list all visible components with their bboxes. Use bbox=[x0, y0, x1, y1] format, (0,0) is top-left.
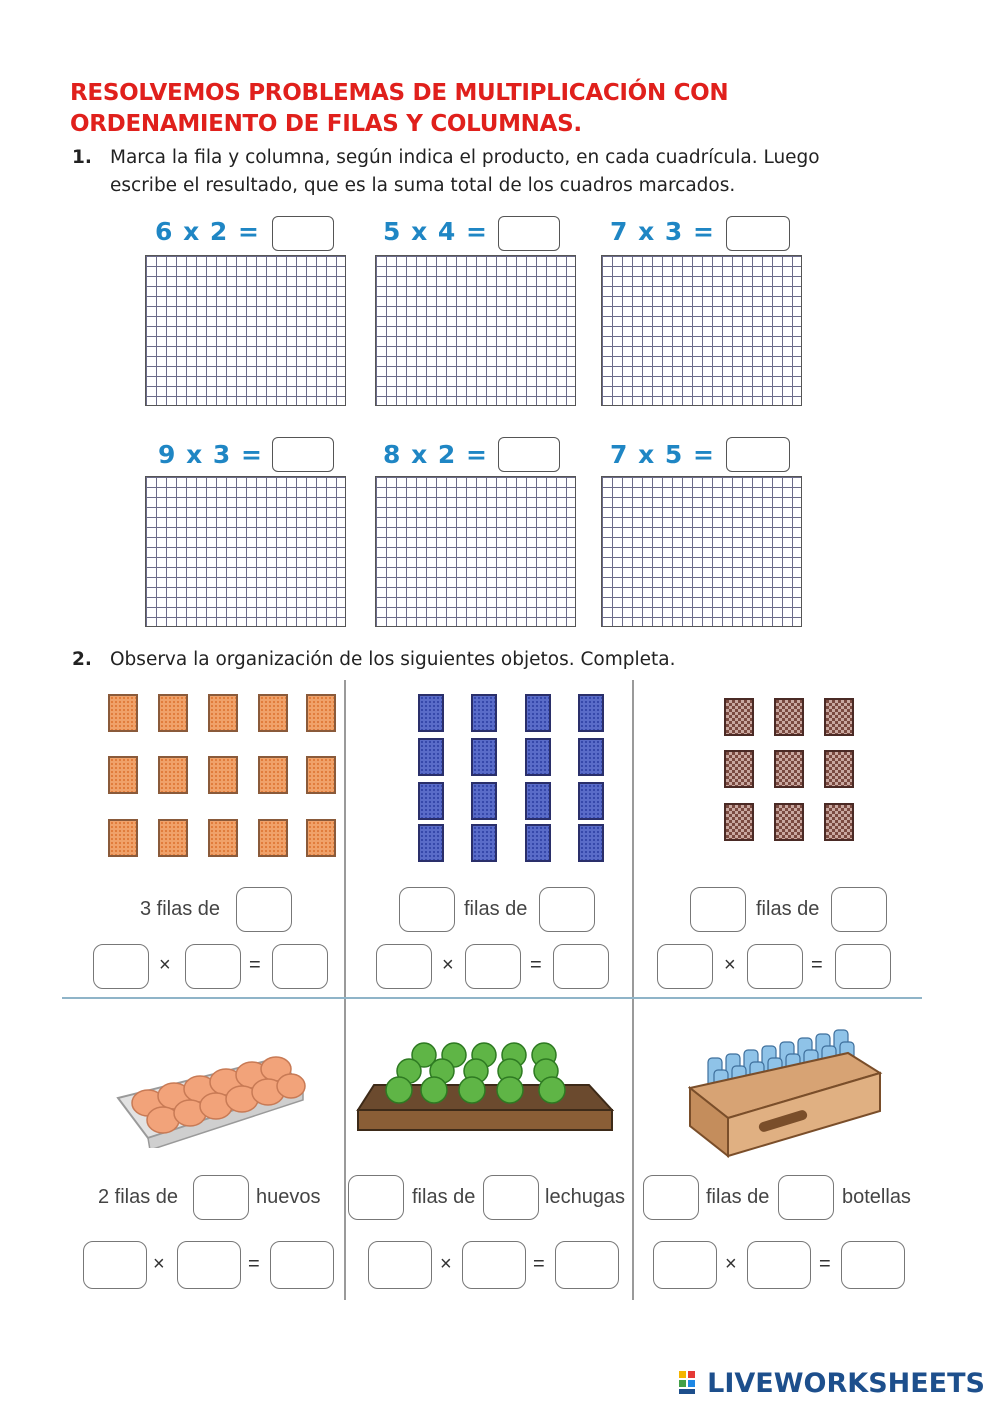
label-filas-de: filas de bbox=[464, 898, 528, 920]
brown-card bbox=[724, 803, 754, 841]
input-bottom-1-factor-b[interactable] bbox=[177, 1241, 241, 1289]
input-top-3-per-row[interactable] bbox=[831, 887, 887, 932]
blue-card bbox=[578, 782, 604, 820]
blue-card bbox=[578, 824, 604, 862]
blue-card bbox=[525, 694, 551, 732]
brown-card bbox=[824, 750, 854, 788]
blue-card bbox=[471, 824, 497, 862]
times-sign: × bbox=[442, 954, 454, 976]
answer-box-5x4[interactable] bbox=[498, 216, 560, 251]
label-huevos: huevos bbox=[256, 1186, 321, 1208]
times-sign: × bbox=[724, 954, 736, 976]
logo-text: LIVEWORKSHEETS bbox=[707, 1368, 985, 1399]
equation-8x2: 8 x 2 = bbox=[383, 440, 488, 469]
blue-card bbox=[578, 738, 604, 776]
question-1 bbox=[72, 144, 820, 200]
input-bottom-2-rows[interactable] bbox=[348, 1175, 404, 1220]
grid-5x4[interactable] bbox=[375, 255, 576, 406]
input-top-3-rows[interactable] bbox=[690, 887, 746, 932]
question-number: 2. bbox=[72, 649, 92, 670]
brown-cards-group bbox=[724, 698, 864, 848]
input-bottom-3-factor-b[interactable] bbox=[747, 1241, 811, 1289]
orange-card bbox=[306, 694, 336, 732]
lettuce-garden-image bbox=[354, 1035, 614, 1135]
equals-sign: = bbox=[811, 954, 823, 976]
input-top-1-factor-b[interactable] bbox=[185, 944, 241, 989]
orange-card bbox=[306, 819, 336, 857]
orange-card bbox=[208, 819, 238, 857]
blue-card bbox=[418, 738, 444, 776]
label-2-filas-de: 2 filas de bbox=[98, 1186, 179, 1208]
input-top-3-factor-a[interactable] bbox=[657, 944, 713, 989]
orange-card bbox=[258, 756, 288, 794]
answer-box-6x2[interactable] bbox=[272, 216, 334, 251]
question-2 bbox=[72, 646, 675, 674]
orange-card bbox=[258, 694, 288, 732]
input-top-3-factor-b[interactable] bbox=[747, 944, 803, 989]
title-line-1: RESOLVEMOS PROBLEMAS DE MULTIPLICACIÓN CON bbox=[70, 80, 729, 106]
question-1-line-2: escribe el resultado, que es la suma total de los cuadros marcados. bbox=[110, 175, 736, 196]
label-filas-de: filas de bbox=[706, 1186, 770, 1208]
brown-card bbox=[774, 750, 804, 788]
answer-box-7x5[interactable] bbox=[726, 437, 790, 472]
input-top-1-result[interactable] bbox=[272, 944, 328, 989]
blue-card bbox=[525, 824, 551, 862]
grid-7x3[interactable] bbox=[601, 255, 802, 406]
input-top-2-factor-a[interactable] bbox=[376, 944, 432, 989]
input-bottom-1-result[interactable] bbox=[270, 1241, 334, 1289]
orange-card bbox=[158, 694, 188, 732]
blue-card bbox=[418, 782, 444, 820]
orange-card bbox=[108, 819, 138, 857]
question-1-line-1: Marca la fila y columna, según indica el producto, en cada cuadrícula. Luego bbox=[110, 147, 820, 168]
brown-card bbox=[824, 698, 854, 736]
question-2-text: Observa la organización de los siguientes objetos. Completa. bbox=[110, 649, 676, 670]
blue-card bbox=[471, 738, 497, 776]
label-filas-de: filas de bbox=[756, 898, 820, 920]
grid-8x2[interactable] bbox=[375, 476, 576, 627]
grid-9x3[interactable] bbox=[145, 476, 346, 627]
orange-card bbox=[258, 819, 288, 857]
liveworksheets-logo-icon bbox=[679, 1371, 705, 1395]
answer-box-8x2[interactable] bbox=[498, 437, 560, 472]
input-bottom-1-per-row[interactable] bbox=[193, 1175, 249, 1220]
brown-card bbox=[824, 803, 854, 841]
brown-card bbox=[724, 698, 754, 736]
blue-card bbox=[525, 782, 551, 820]
label-filas-de: filas de bbox=[412, 1186, 476, 1208]
blue-card bbox=[418, 824, 444, 862]
orange-card bbox=[208, 694, 238, 732]
input-bottom-3-result[interactable] bbox=[841, 1241, 905, 1289]
input-top-2-result[interactable] bbox=[553, 944, 609, 989]
blue-card bbox=[471, 782, 497, 820]
bottle-crate-image bbox=[688, 1018, 888, 1158]
times-sign: × bbox=[159, 954, 171, 976]
input-top-1-factor-a[interactable] bbox=[93, 944, 149, 989]
equals-sign: = bbox=[248, 1253, 260, 1275]
input-top-2-factor-b[interactable] bbox=[465, 944, 521, 989]
equation-7x5: 7 x 5 = bbox=[610, 440, 715, 469]
answer-box-9x3[interactable] bbox=[272, 437, 334, 472]
equals-sign: = bbox=[249, 954, 261, 976]
worksheet-title bbox=[70, 78, 728, 140]
orange-card bbox=[108, 756, 138, 794]
orange-card bbox=[108, 694, 138, 732]
answer-box-7x3[interactable] bbox=[726, 216, 790, 251]
equals-sign: = bbox=[819, 1253, 831, 1275]
equation-6x2: 6 x 2 = bbox=[155, 217, 260, 246]
title-line-2: ORDENAMIENTO DE FILAS Y COLUMNAS. bbox=[70, 111, 582, 137]
orange-card bbox=[306, 756, 336, 794]
orange-cards-group bbox=[108, 694, 338, 864]
brown-card bbox=[774, 803, 804, 841]
blue-card bbox=[471, 694, 497, 732]
input-bottom-2-per-row[interactable] bbox=[483, 1175, 539, 1220]
input-bottom-2-result[interactable] bbox=[555, 1241, 619, 1289]
label-3-filas-de: 3 filas de bbox=[140, 898, 221, 920]
blue-card bbox=[525, 738, 551, 776]
egg-carton-image bbox=[108, 1028, 308, 1148]
blue-card bbox=[418, 694, 444, 732]
grid-6x2[interactable] bbox=[145, 255, 346, 406]
times-sign: × bbox=[153, 1253, 165, 1275]
liveworksheets-logo[interactable] bbox=[679, 1368, 985, 1399]
input-bottom-1-factor-a[interactable] bbox=[83, 1241, 147, 1289]
orange-card bbox=[208, 756, 238, 794]
label-lechugas: lechugas bbox=[545, 1186, 626, 1208]
equation-7x3: 7 x 3 = bbox=[610, 217, 715, 246]
equals-sign: = bbox=[530, 954, 542, 976]
input-bottom-3-factor-a[interactable] bbox=[653, 1241, 717, 1289]
column-divider bbox=[632, 680, 634, 1300]
blue-cards-group bbox=[418, 694, 608, 864]
column-divider bbox=[344, 680, 346, 1300]
input-top-1-per-row[interactable] bbox=[236, 887, 292, 932]
blue-card bbox=[578, 694, 604, 732]
input-bottom-3-rows[interactable] bbox=[643, 1175, 699, 1220]
equation-5x4: 5 x 4 = bbox=[383, 217, 488, 246]
equation-9x3: 9 x 3 = bbox=[158, 440, 263, 469]
row-divider bbox=[62, 997, 922, 999]
orange-card bbox=[158, 756, 188, 794]
input-top-2-per-row[interactable] bbox=[539, 887, 595, 932]
times-sign: × bbox=[440, 1253, 452, 1275]
brown-card bbox=[724, 750, 754, 788]
times-sign: × bbox=[725, 1253, 737, 1275]
orange-card bbox=[158, 819, 188, 857]
input-top-3-result[interactable] bbox=[835, 944, 891, 989]
grid-7x5[interactable] bbox=[601, 476, 802, 627]
question-number: 1. bbox=[72, 147, 92, 168]
label-botellas: botellas bbox=[842, 1186, 911, 1208]
input-bottom-2-factor-b[interactable] bbox=[462, 1241, 526, 1289]
brown-card bbox=[774, 698, 804, 736]
input-bottom-3-per-row[interactable] bbox=[778, 1175, 834, 1220]
equals-sign: = bbox=[533, 1253, 545, 1275]
input-top-2-rows[interactable] bbox=[399, 887, 455, 932]
input-bottom-2-factor-a[interactable] bbox=[368, 1241, 432, 1289]
